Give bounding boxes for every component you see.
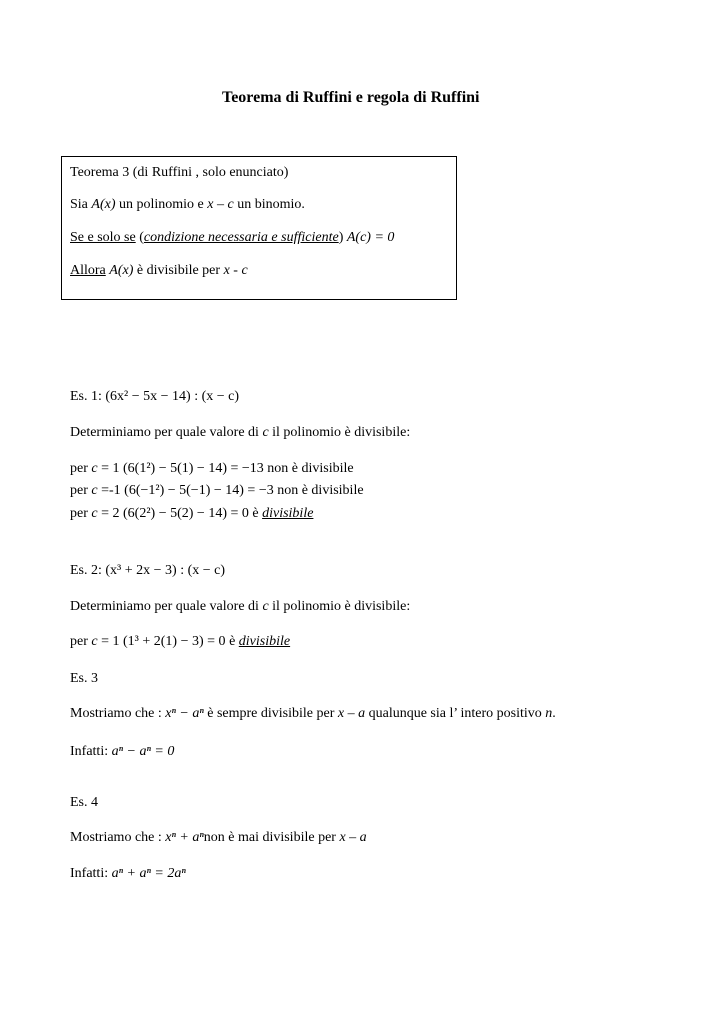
- result-text: è: [225, 634, 239, 649]
- text: (: [135, 230, 144, 245]
- math-expression: aⁿ + aⁿ = 2aⁿ: [111, 866, 186, 881]
- math-term: x – a: [339, 830, 367, 845]
- result-text: è: [248, 506, 263, 521]
- es3-label: Es. 3: [70, 671, 98, 686]
- es1-row-3: [70, 506, 313, 523]
- text: Sia: [70, 197, 92, 212]
- text: Infatti:: [70, 744, 112, 759]
- example-label: Es. 2:: [70, 563, 106, 578]
- example-label: Es. 1:: [70, 389, 106, 404]
- es2-row: [70, 634, 290, 651]
- math-term: c: [91, 506, 98, 521]
- condition-text: condizione necessaria e sufficiente: [143, 230, 339, 245]
- math-expression: (6(1²) − 5(1) − 14) = −13: [123, 461, 264, 476]
- text: il polinomio è divisibile:: [268, 599, 411, 614]
- text: un polinomio e: [115, 197, 208, 212]
- math-expression: (1³ + 2(1) − 3) = 0: [123, 634, 226, 649]
- math-term: A(x): [91, 197, 116, 212]
- text: un binomio.: [233, 197, 305, 212]
- math-term: n: [545, 706, 553, 721]
- text: per: [70, 634, 92, 649]
- result-text: non è divisibile: [263, 461, 354, 476]
- es2-intro: [70, 599, 410, 616]
- math-expression: xⁿ − aⁿ: [165, 706, 204, 721]
- theorem-line-1: [70, 197, 305, 214]
- text: Determiniamo per quale valore di: [70, 425, 263, 440]
- result-text: non è divisibile: [273, 483, 364, 498]
- text: .: [552, 706, 556, 721]
- text: ): [338, 230, 347, 245]
- math-expression: (6x² − 5x − 14) : (x − c): [105, 389, 240, 404]
- text: qualunque sia l’ intero positivo: [365, 706, 546, 721]
- theorem-heading: Teorema 3 (di Ruffini , solo enunciato): [70, 165, 289, 180]
- math-term: x – a: [337, 706, 366, 721]
- text: =-1: [97, 483, 125, 498]
- math-term: A(c) = 0: [346, 230, 395, 245]
- math-expression: (6(2²) − 5(2) − 14) = 0: [123, 506, 249, 521]
- text: Infatti:: [70, 866, 112, 881]
- theorem-line-2: [70, 230, 394, 247]
- text: Mostriamo che :: [70, 706, 166, 721]
- math-term: x – c: [207, 197, 234, 212]
- divisible-text: divisibile: [238, 634, 291, 649]
- text: = 2: [97, 506, 124, 521]
- math-expression: aⁿ − aⁿ = 0: [111, 744, 175, 759]
- es3-proof: [70, 744, 174, 761]
- math-expression: (x³ + 2x − 3) : (x − c): [105, 563, 226, 578]
- es4-statement: [70, 830, 367, 847]
- theorem-line-3: [70, 263, 248, 280]
- es1-row-2: [70, 483, 364, 500]
- text: Se e solo se: [70, 230, 136, 245]
- text: = 1: [97, 461, 124, 476]
- math-term: c: [262, 425, 269, 440]
- es2-heading: [70, 563, 225, 580]
- text: Determiniamo per quale valore di: [70, 599, 263, 614]
- es1-row-1: [70, 461, 354, 478]
- page-title: Teorema di Ruffini e regola di Ruffini: [222, 89, 480, 106]
- math-term: c: [91, 634, 98, 649]
- math-term: c: [91, 461, 98, 476]
- math-expression: (6(−1²) − 5(−1) − 14) = −3: [124, 483, 274, 498]
- text: per: [70, 461, 92, 476]
- math-term: c: [91, 483, 98, 498]
- text: non è mai divisibile per: [203, 830, 340, 845]
- math-expression: xⁿ + aⁿ: [165, 830, 204, 845]
- text: Mostriamo che :: [70, 830, 166, 845]
- divisible-text: divisibile: [262, 506, 314, 521]
- math-term: c: [262, 599, 269, 614]
- text: per: [70, 483, 92, 498]
- es1-intro: [70, 425, 410, 442]
- text: Allora: [70, 263, 106, 278]
- es1-heading: [70, 389, 239, 406]
- math-term: x - c: [223, 263, 248, 278]
- text: il polinomio è divisibile:: [268, 425, 411, 440]
- text: = 1: [97, 634, 124, 649]
- es4-label: Es. 4: [70, 795, 98, 810]
- es4-proof: [70, 866, 186, 883]
- math-term: A(x): [109, 263, 134, 278]
- text: è divisibile per: [133, 263, 224, 278]
- text: per: [70, 506, 92, 521]
- es3-statement: [70, 706, 556, 723]
- text: è sempre divisibile per: [203, 706, 338, 721]
